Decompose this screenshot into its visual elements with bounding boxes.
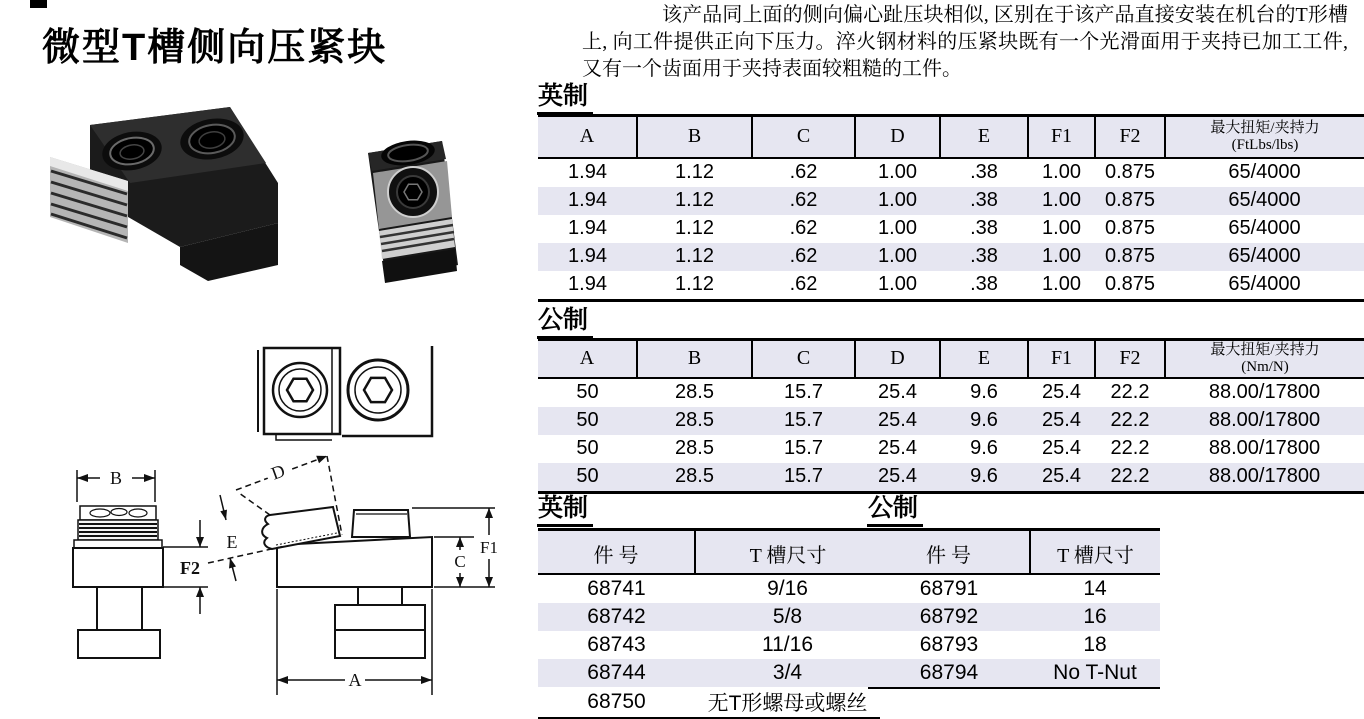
table-cell: .38 [970, 161, 998, 183]
table-cell: 0.875 [1104, 161, 1156, 183]
table-row [538, 631, 880, 659]
table-cell: 65/4000 [1228, 161, 1301, 183]
table-row [538, 271, 1364, 301]
header-row [538, 116, 1364, 158]
table-cell: 1.94 [568, 161, 607, 183]
table-cell: 68743 [587, 632, 646, 656]
col-header-max-torque [1165, 340, 1364, 378]
technical-drawing [40, 330, 520, 719]
table-cell: .62 [789, 245, 818, 267]
table-cell: 88.00/17800 [1208, 409, 1321, 431]
dim-label-d: D [268, 460, 288, 484]
col-header-part-number: 件 号 [868, 530, 1030, 574]
table-cell: 68794 [919, 660, 979, 684]
table-cell: 16 [1083, 604, 1107, 628]
table-cell: 1.00 [1042, 217, 1081, 239]
hex-socket-icon [388, 167, 438, 217]
top-view [258, 346, 432, 440]
header-row [538, 340, 1364, 378]
table-row [868, 631, 1160, 659]
section-label-imperial-parts: 英制 [537, 494, 593, 527]
col-header: D [855, 116, 940, 158]
col-header: C [752, 340, 855, 378]
dim-label-f1: F1 [480, 538, 498, 557]
imperial-spec-table [538, 114, 1364, 302]
table-cell: 1.12 [675, 245, 714, 267]
table-row [538, 158, 1364, 187]
table-cell: 22.2 [1110, 381, 1150, 403]
table-cell: 25.4 [1042, 409, 1081, 431]
table-cell: 9.6 [970, 465, 998, 487]
table-cell: .38 [970, 245, 998, 267]
table-cell: .62 [789, 217, 818, 239]
table-row [538, 463, 1364, 493]
table-cell: 15.7 [784, 381, 823, 403]
table-cell: 11/16 [762, 632, 813, 656]
table-cell: 68742 [587, 604, 646, 628]
table-cell: .38 [970, 217, 998, 239]
table-cell: 0.875 [1104, 273, 1156, 295]
table-cell: 25.4 [1042, 465, 1081, 487]
table-row [868, 659, 1160, 688]
table-cell: 25.4 [878, 409, 917, 431]
col-header-tslot-size: T 槽尺寸 [695, 530, 880, 574]
col-header: F2 [1095, 340, 1165, 378]
section-label-metric-parts: 公制 [867, 494, 923, 527]
table-cell: 9.6 [970, 381, 998, 403]
table-cell: 9/16 [767, 576, 808, 600]
table-cell: 25.4 [1042, 437, 1081, 459]
table-cell: 1.00 [878, 245, 917, 267]
table-cell: 1.12 [675, 273, 714, 295]
table-cell: 22.2 [1110, 465, 1150, 487]
col-header: A [538, 116, 637, 158]
dim-label-a: A [348, 670, 362, 690]
table-cell: 14 [1083, 576, 1107, 600]
table-cell: 25.4 [878, 465, 917, 487]
table-cell: 50 [576, 409, 599, 431]
table-row [538, 659, 880, 687]
imperial-parts-table [538, 528, 880, 719]
table-cell: 1.94 [568, 189, 607, 211]
table-cell: 68791 [919, 576, 979, 600]
table-cell: 1.00 [878, 161, 917, 183]
table-cell: 15.7 [784, 465, 823, 487]
table-cell: 65/4000 [1228, 245, 1301, 267]
product-photo-right [368, 137, 458, 283]
table-cell: 50 [576, 381, 599, 403]
table-row [868, 574, 1160, 603]
table-cell: 50 [576, 465, 599, 487]
table-cell: 1.12 [675, 161, 714, 183]
table-cell: 9.6 [970, 409, 998, 431]
product-description: 该产品同上面的侧向偏心趾压块相似, 区别在于该产品直接安装在机台的T形槽上, 向工件提供正向下压力。淬火钢材料的压紧块既有一个光滑面用于夹持已加工工件, 又有一个齿面用于夹持表面较粗糙的工件。 [582, 4, 1348, 80]
side-view-right [208, 456, 498, 695]
table-cell: .38 [970, 273, 998, 295]
table-cell: 15.7 [784, 437, 823, 459]
table-cell: 1.00 [1042, 161, 1081, 183]
table-cell: 68741 [587, 576, 646, 600]
col-header-part-number: 件 号 [538, 530, 695, 574]
table-cell: 88.00/17800 [1208, 437, 1321, 459]
max-torque-units: (FtLbs/lbs) [1231, 136, 1299, 153]
table-cell: 28.5 [675, 409, 714, 431]
col-header: E [940, 116, 1028, 158]
table-cell: 0.875 [1104, 217, 1156, 239]
table-row [538, 603, 880, 631]
metric-spec-table [538, 338, 1364, 494]
header-row [538, 530, 880, 574]
table-row [538, 187, 1364, 215]
col-header: B [637, 340, 752, 378]
product-photo-left [50, 107, 278, 281]
table-cell: 1.12 [675, 217, 714, 239]
dim-label-c: C [454, 552, 466, 571]
table-cell: 22.2 [1110, 437, 1150, 459]
table-cell: 1.00 [1042, 189, 1081, 211]
table-cell: 1.00 [1042, 245, 1081, 267]
table-cell: 9.6 [970, 437, 998, 459]
table-cell: 0.875 [1104, 245, 1156, 267]
table-cell: 28.5 [675, 381, 714, 403]
table-cell: 28.5 [675, 437, 714, 459]
table-row [538, 215, 1364, 243]
table-cell: 68744 [587, 660, 646, 684]
col-header: F1 [1028, 340, 1095, 378]
col-header: B [637, 116, 752, 158]
table-cell: 15.7 [784, 409, 823, 431]
table-cell: .62 [789, 161, 818, 183]
table-cell: 25.4 [878, 437, 917, 459]
header-row [868, 530, 1160, 574]
table-cell: 22.2 [1110, 409, 1150, 431]
col-header-max-torque [1165, 116, 1364, 158]
table-cell: 1.00 [878, 217, 917, 239]
table-row [538, 435, 1364, 463]
col-header: D [855, 340, 940, 378]
col-header-tslot-size: T 槽尺寸 [1030, 530, 1160, 574]
table-cell: 65/4000 [1228, 189, 1301, 211]
table-cell: 1.94 [568, 245, 607, 267]
table-cell: 1.00 [1042, 273, 1081, 295]
table-cell: 88.00/17800 [1208, 381, 1321, 403]
metric-parts-table [868, 528, 1160, 689]
table-cell: 88.00/17800 [1208, 465, 1321, 487]
table-row [538, 574, 880, 603]
table-cell: 65/4000 [1228, 273, 1301, 295]
table-cell: 50 [576, 437, 599, 459]
side-view-left [73, 468, 208, 658]
section-label-imperial: 英制 [537, 82, 593, 115]
table-cell: 18 [1083, 632, 1107, 656]
col-header: C [752, 116, 855, 158]
table-cell: 68793 [919, 632, 979, 656]
table-cell: 3/4 [772, 660, 803, 684]
table-cell: 65/4000 [1228, 217, 1301, 239]
table-cell: 25.4 [1042, 381, 1081, 403]
col-header: A [538, 340, 637, 378]
table-cell: .62 [789, 189, 818, 211]
table-cell: 1.00 [878, 189, 917, 211]
table-cell: 无T形螺母或螺丝 [707, 691, 868, 715]
table-cell: 68792 [919, 604, 979, 628]
product-photos [30, 95, 500, 320]
table-row [538, 378, 1364, 407]
table-row [538, 407, 1364, 435]
max-torque-units: (Nm/N) [1241, 358, 1289, 375]
col-header: E [940, 340, 1028, 378]
max-torque-label: 最大扭矩/夹持力 [1210, 119, 1320, 136]
table-cell: 1.12 [675, 189, 714, 211]
table-cell: .38 [970, 189, 998, 211]
table-row [868, 603, 1160, 631]
dim-label-f2: F2 [180, 558, 200, 578]
table-cell: 5/8 [772, 604, 803, 628]
page-title: 微型T槽侧向压紧块 [42, 27, 388, 69]
page-corner-mark [30, 0, 47, 8]
table-row [538, 243, 1364, 271]
table-cell: 1.94 [568, 217, 607, 239]
table-cell: .62 [789, 273, 818, 295]
max-torque-label: 最大扭矩/夹持力 [1210, 341, 1320, 358]
table-row [538, 687, 880, 718]
col-header: F1 [1028, 116, 1095, 158]
table-cell: 1.94 [568, 273, 607, 295]
table-cell: 68750 [587, 689, 646, 713]
table-cell: 28.5 [675, 465, 714, 487]
dim-label-b: B [109, 468, 123, 488]
col-header: F2 [1095, 116, 1165, 158]
table-cell: No T-Nut [1053, 660, 1137, 684]
table-cell: 25.4 [878, 381, 917, 403]
section-label-metric: 公制 [537, 306, 593, 339]
table-cell: 1.00 [878, 273, 917, 295]
dim-label-e: E [226, 532, 238, 552]
table-cell: 0.875 [1104, 189, 1156, 211]
